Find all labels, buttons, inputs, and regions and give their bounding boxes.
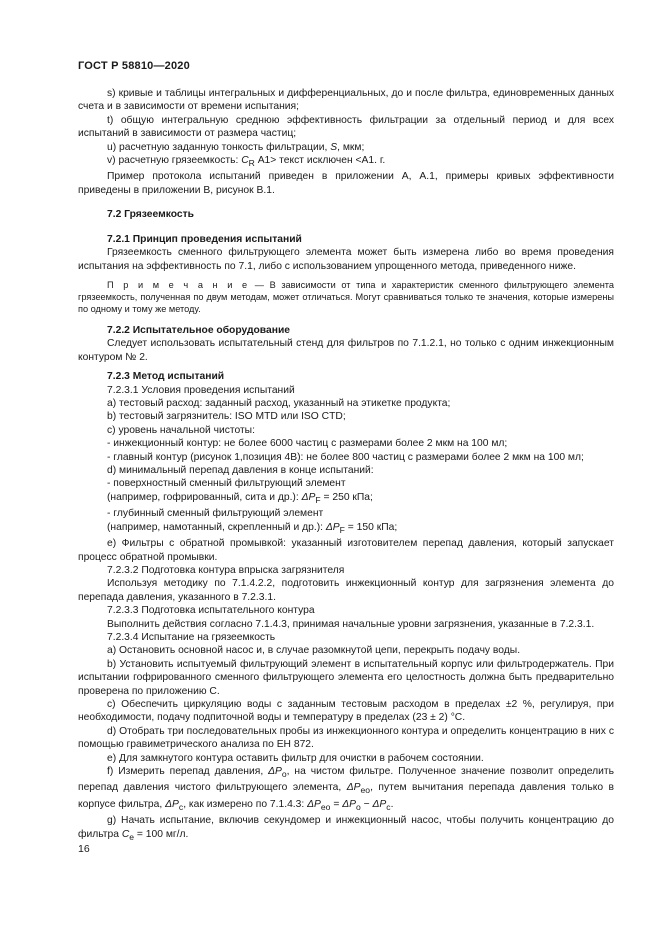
clause-7-2-3-4: 7.2.3.4 Испытание на грязеемкость bbox=[107, 631, 276, 643]
step-g: g) Начать испытание, включив секундомер и инжекционный насос, чтобы получить концентрацию до фильтра $C_e = 100$ мг/л. bbox=[78, 815, 614, 842]
item-t: t) общую интегральную среднюю эффективность фильтрации за отдельный период и для всех испытаний в зависимости от размера частиц; bbox=[78, 114, 614, 140]
item-d: d) минимальный перепад давления в конце испытаний: bbox=[107, 464, 374, 476]
section-heading-7-2-1: 7.2.1 Принцип проведения испытаний bbox=[107, 233, 302, 245]
step-d: d) Отобрать три последовательных пробы из инжекционного контура и определить концентрацию в них с помощью гравиметрического анализа по ЕН 872. bbox=[78, 725, 614, 751]
paragraph-7-2-3-2: Используя методику по 7.1.4.2.2, подготовить инжекционный контур для загрязнения элемента до перепада давления, указанного в 7.2.3.1. bbox=[78, 578, 614, 603]
section-heading-7-2: 7.2 Грязеемкость bbox=[107, 209, 194, 221]
clause-7-2-3-3: 7.2.3.3 Подготовка испытательного контура bbox=[107, 605, 315, 617]
paragraph-7-2-3-3: Выполнить действия согласно 7.1.4.3, принимая начальные уровни загрязнения, указанные в 7.2.3.1. bbox=[107, 618, 595, 630]
page-number: 16 bbox=[78, 843, 90, 855]
step-c: с) Обеспечить циркуляцию воды с заданным тестовым расходом в пределах ±2 %, регулируя, при необходимости, подачу подпиточной воды и температуру в пределах (23 ± 2) °С. bbox=[78, 698, 614, 724]
item-e-backwash: е) Фильтры с обратной промывкой: указанный изготовителем перепад давления, который запускает процесс обратной промывки. bbox=[78, 538, 614, 563]
item-c-main: - главный контур (рисунок 1,позиция 4В): не более 800 частиц с размерами более 2 мкм на 100 мл; bbox=[107, 451, 584, 463]
item-d-depth-value: (например, намотанный, скрепленный и др.): $\Delta P_F = 150$ кПа; bbox=[107, 521, 398, 535]
note: П р и м е ч а н и е — В зависимости от типа и характеристик сменного фильтрующего элемента грязеемкость, полученная по двум методам, может отличаться. Могут сравниваться только те значения, которые измерены по одному и тому же методу. bbox=[78, 279, 614, 314]
item-v: v) расчетную грязеемкость: $C_R$ А1> текст исключен <А1. г. bbox=[107, 155, 386, 169]
section-heading-7-2-2: 7.2.2 Испытательное оборудование bbox=[107, 324, 290, 336]
protocol-example: Пример протокола испытаний приведен в приложении А, А.1, примеры кривых эффективности приведены в приложении В, рисунок В.1. bbox=[78, 171, 614, 196]
item-b: b) тестовый загрязнитель: ISO MTD или ISO CTD; bbox=[107, 411, 346, 423]
step-b: b) Установить испытуемый фильтрующий элемент в испытательный корпус или фильтродержатель. При испытании гофрированного сменного фильтрующего элемента его целостность должна быть предварительно проверена по приложению С. bbox=[78, 658, 614, 697]
item-a: а) тестовый расход: заданный расход, указанный на этикетке продукта; bbox=[107, 397, 451, 409]
item-d-surface-value: (например, гофрированный, сита и др.): $\Delta P_F = 250$ кПа; bbox=[107, 491, 373, 505]
step-e: е) Для замкнутого контура оставить фильтр для очистки в рабочем состоянии. bbox=[107, 752, 484, 764]
page-body bbox=[78, 87, 614, 844]
paragraph-7-2-2: Следует использовать испытательный стенд для фильтров по 7.1.2.1, но только с одним инжекционным контуром № 2. bbox=[78, 338, 614, 363]
clause-7-2-3-2: 7.2.3.2 Подготовка контура впрыска загрязнителя bbox=[107, 564, 345, 576]
item-d-depth: - глубинный сменный фильтрующий элемент bbox=[107, 508, 324, 520]
item-s: s) кривые и таблицы интегральных и дифференциальных, до и после фильтра, единовременных данных счета и в зависимости от времени испытания; bbox=[78, 88, 614, 113]
paragraph-7-2-1: Грязеемкость сменного фильтрующего элемента может быть измерена либо во время проведения испытания на эффективность по 7.1, либо с использованием упрощенного метода, приведенного ниже. bbox=[78, 247, 614, 272]
step-f: f) Измерить перепад давления, $\Delta P_o$, на чистом фильтре. Полученное значение позволит определить перепад давления чистого фильтрующего элемента, $\Delta P_{eo}$, путем вычитания перепада давления только в корпусе фильтра, $\Delta P_c$, как измерено по 7.1.4.3: $\Delta P_{eo} = \Delta P_o - \Delta P_c$. bbox=[78, 766, 614, 812]
item-c-injection: - инжекционный контур: не более 6000 частиц с размерами более 2 мкм на 100 мл; bbox=[107, 438, 508, 450]
document-code: ГОСТ Р 58810—2020 bbox=[78, 60, 190, 72]
clause-7-2-3-1: 7.2.3.1 Условия проведения испытаний bbox=[107, 384, 295, 396]
section-heading-7-2-3: 7.2.3 Метод испытаний bbox=[107, 371, 225, 383]
step-a: а) Остановить основной насос и, в случае разомкнутой цепи, перекрыть подачу воды. bbox=[107, 645, 521, 657]
item-d-surface: - поверхностный сменный фильтрующий элемент bbox=[107, 478, 346, 490]
item-c: с) уровень начальной чистоты: bbox=[107, 424, 255, 436]
item-u: u) расчетную заданную тонкость фильтрации, S, мкм; bbox=[107, 141, 365, 153]
